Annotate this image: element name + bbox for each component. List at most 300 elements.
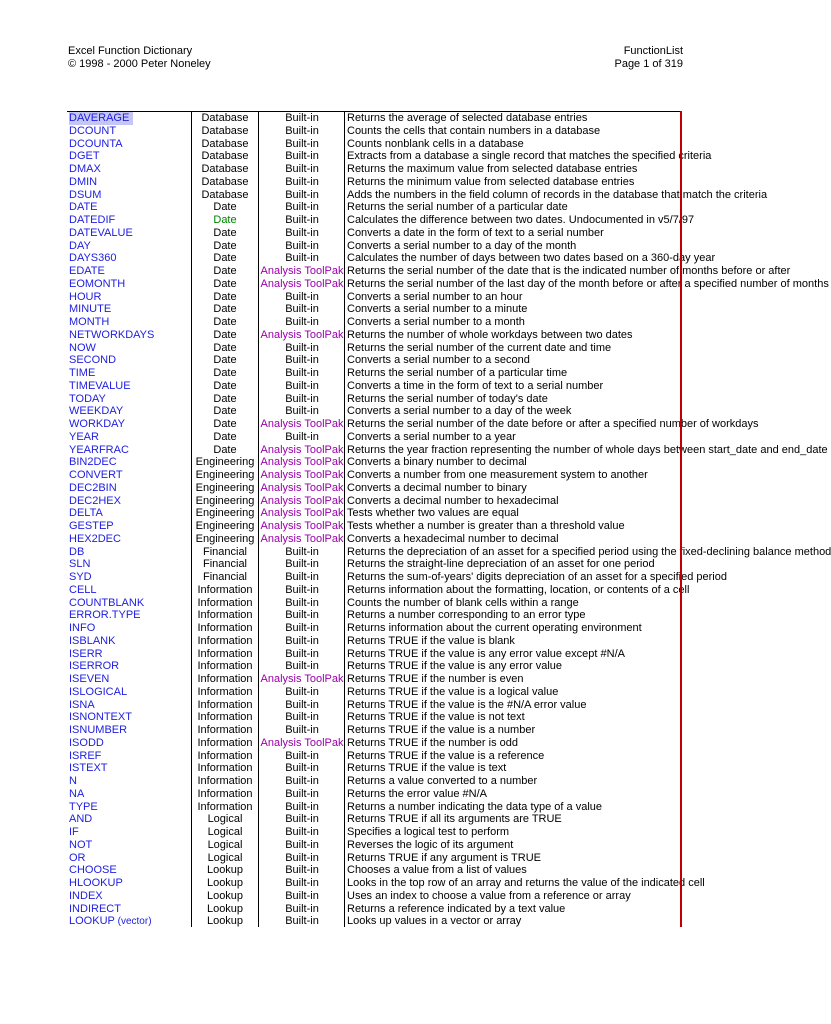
function-description: Calculates the number of days between two dates based on a 360-day year — [347, 252, 716, 265]
function-source: Built-in — [285, 622, 319, 634]
table-row — [67, 903, 681, 916]
function-source: Built-in — [285, 889, 319, 902]
function-source: Built-in — [285, 915, 319, 928]
function-source: Built-in — [285, 877, 319, 889]
function-category: Logical — [207, 826, 243, 838]
table-row — [67, 839, 681, 852]
function-name-text: MINUTE — [69, 303, 112, 316]
table-row — [67, 252, 716, 265]
function-description: Converts a serial number to a month — [347, 316, 525, 328]
function-description: Counts nonblank cells in a database — [347, 137, 524, 150]
function-category: Date — [213, 405, 237, 418]
function-name-text: DELTA — [69, 507, 103, 520]
function-description: Converts a date in the form of text to a serial number — [347, 226, 604, 239]
function-name-text: ISNA — [69, 698, 95, 711]
function-category: Lookup — [206, 864, 244, 877]
function-source: Built-in — [285, 341, 319, 354]
function-name — [69, 201, 193, 214]
function-description: Returns a number indicating the data type of a value — [347, 800, 602, 813]
column-divider-category — [258, 111, 259, 927]
function-name-text: HLOOKUP — [69, 877, 123, 889]
function-name — [69, 252, 193, 265]
function-source: Analysis ToolPak — [260, 673, 344, 685]
table-row — [67, 176, 681, 189]
table-row — [67, 864, 681, 877]
function-name-text: NOW — [69, 341, 96, 354]
function-category: Date — [213, 443, 237, 456]
function-name-text: CELL — [69, 583, 97, 596]
column-divider-type — [344, 111, 345, 927]
table-row — [67, 852, 681, 865]
function-name-text: DATEVALUE — [69, 226, 133, 239]
function-description: Converts a number from one measurement system to another — [347, 469, 648, 481]
function-source: Built-in — [285, 596, 319, 609]
table-row — [67, 673, 681, 686]
function-description: Converts a hexadecimal number to decimal — [347, 532, 559, 545]
function-name — [69, 648, 193, 661]
function-source: Built-in — [285, 124, 319, 137]
table-row — [67, 112, 681, 125]
function-name — [69, 278, 193, 291]
function-description: Returns the straight-line depreciation of an asset for one period — [347, 558, 655, 571]
function-name — [69, 138, 193, 151]
function-description: Converts a serial number to a day of the week — [347, 405, 572, 418]
function-category: Date — [213, 354, 237, 367]
function-name — [69, 711, 193, 724]
function-name — [69, 418, 193, 431]
function-category: Information — [197, 622, 253, 634]
function-source: Built-in — [285, 558, 319, 571]
function-name — [69, 737, 193, 750]
function-category: Logical — [207, 838, 243, 851]
function-category: Database — [201, 163, 249, 175]
function-category: Date — [213, 328, 237, 341]
function-source: Built-in — [285, 762, 319, 775]
table-row — [67, 826, 681, 839]
function-description: Returns the error value #N/A — [347, 787, 488, 800]
function-name-text: YEARFRAC — [69, 443, 129, 456]
function-description: Returns the minimum value from selected database entries — [347, 175, 635, 188]
function-name-text: ISERR — [69, 647, 103, 660]
function-name-text: TODAY — [69, 392, 106, 405]
function-name-text: SYD — [69, 571, 92, 583]
table-row — [67, 724, 681, 737]
function-category: Information — [197, 711, 253, 724]
table-row — [67, 443, 828, 457]
table-row — [67, 609, 681, 622]
function-category: Database — [201, 112, 249, 124]
table-row — [67, 788, 681, 801]
table-row — [67, 520, 681, 533]
function-name — [69, 303, 193, 316]
function-source: Analysis ToolPak — [260, 328, 344, 341]
function-source: Built-in — [285, 685, 319, 698]
function-name — [69, 597, 193, 610]
table-row — [67, 583, 690, 597]
function-description: Returns TRUE if the value is any error value — [347, 660, 562, 673]
function-source: Analysis ToolPak — [260, 507, 344, 520]
function-description: Uses an index to choose a value from a reference or array — [347, 889, 631, 902]
function-name-text: ISNONTEXT — [69, 711, 132, 724]
function-category: Information — [197, 685, 253, 698]
page-number: Page 1 of 319 — [614, 58, 683, 70]
table-row — [67, 469, 681, 482]
table-row — [67, 507, 681, 520]
function-name-text: GESTEP — [69, 520, 114, 532]
function-description: Converts a time in the form of text to a serial number — [347, 379, 604, 392]
table-row — [67, 877, 705, 890]
table-row — [67, 316, 681, 329]
function-description: Returns the serial number of today's date — [347, 392, 548, 405]
function-description: Looks in the top row of an array and returns the value of the indicated cell — [347, 877, 705, 889]
function-category: Date — [213, 290, 237, 303]
function-source: Built-in — [285, 698, 319, 711]
function-name-text: ISEVEN — [69, 673, 110, 685]
function-source: Built-in — [285, 163, 319, 175]
function-source: Built-in — [285, 724, 319, 736]
table-row — [67, 915, 681, 928]
function-category: Database — [201, 175, 249, 188]
function-source: Built-in — [285, 838, 319, 851]
table-row — [67, 265, 791, 278]
function-name — [69, 775, 193, 788]
function-category: Information — [197, 698, 253, 711]
function-name-text: YEAR — [69, 430, 99, 443]
function-description: Returns the sum-of-years' digits depreciation of an asset for a specified period — [347, 571, 727, 583]
function-name-text: OR — [69, 851, 86, 864]
function-category: Information — [197, 583, 253, 596]
function-description: Returns the serial number of a particular time — [347, 367, 568, 379]
function-name-text: SECOND — [69, 354, 117, 367]
copyright-line: © 1998 - 2000 Peter Noneley — [68, 58, 211, 70]
function-source: Built-in — [285, 112, 319, 124]
function-description: Counts the number of blank cells within a range — [347, 596, 579, 609]
function-name-text: NETWORKDAYS — [69, 328, 155, 341]
function-description: Returns TRUE if the value is any error value except #N/A — [347, 647, 625, 660]
function-source: Built-in — [285, 749, 319, 762]
function-name — [69, 622, 193, 635]
function-description: Converts a serial number to a year — [347, 430, 516, 443]
function-description: Returns information about the current operating environment — [347, 622, 642, 634]
function-name — [69, 189, 193, 202]
function-name-text: EDATE — [69, 265, 105, 277]
function-name-text: DAY — [69, 239, 91, 252]
table-row — [67, 431, 681, 444]
table-row — [67, 495, 681, 508]
table-row — [67, 597, 681, 610]
function-category: Date — [213, 252, 237, 265]
function-category: Date — [213, 367, 237, 379]
function-name-text: LOOKUP — [69, 915, 115, 928]
function-category: Lookup — [206, 889, 244, 902]
function-description: Returns a number corresponding to an error type — [347, 609, 586, 622]
function-description: Returns TRUE if all its arguments are TRUE — [347, 813, 562, 826]
function-description: Returns TRUE if the value is not text — [347, 711, 525, 724]
table-row — [67, 277, 829, 291]
table-row — [67, 393, 681, 406]
table-row — [67, 354, 681, 367]
function-category: Information — [197, 660, 253, 673]
function-name-text: ISREF — [69, 749, 102, 762]
function-category: Financial — [202, 558, 248, 571]
function-source: Built-in — [285, 354, 319, 367]
function-description: Returns TRUE if the value is a number — [347, 724, 536, 736]
table-row — [67, 456, 681, 469]
function-name-text: WEEKDAY — [69, 405, 124, 418]
function-name-text: DEC2HEX — [69, 494, 121, 507]
function-description: Returns TRUE if the number is odd — [347, 736, 518, 749]
function-name-text: ISODD — [69, 736, 104, 749]
function-name-text: INFO — [69, 622, 96, 634]
function-description: Returns the serial number of the current date and time — [347, 341, 612, 354]
function-name-text: ISNUMBER — [69, 724, 128, 736]
function-name-suffix: (vector) — [114, 916, 152, 928]
function-category: Information — [197, 736, 253, 749]
function-category: Date — [213, 303, 237, 316]
function-description: Returns the serial number of the date that is the indicated number of months before or after — [347, 265, 791, 277]
function-category: Engineering — [195, 469, 255, 481]
table-row — [67, 737, 681, 750]
table-row — [67, 533, 681, 546]
function-category: Date — [213, 226, 237, 239]
table-row — [67, 418, 759, 431]
function-name-text: DGET — [69, 150, 100, 163]
function-name-text: ISERROR — [69, 660, 120, 673]
function-name — [69, 826, 193, 839]
function-name — [69, 877, 193, 890]
function-category: Engineering — [195, 481, 255, 494]
table-row — [67, 622, 681, 635]
function-name — [69, 750, 193, 763]
table-row — [67, 750, 681, 763]
function-description: Returns TRUE if the value is text — [347, 762, 507, 775]
function-name-text: HEX2DEC — [69, 532, 121, 545]
function-name — [69, 801, 193, 814]
function-name — [69, 546, 193, 559]
function-name-text: ERROR.TYPE — [69, 609, 141, 622]
function-category: Information — [197, 762, 253, 775]
function-name — [69, 265, 193, 278]
function-description: Converts a serial number to an hour — [347, 290, 523, 303]
function-description: Returns the serial number of the date before or after a specified number of workdays — [347, 418, 759, 430]
function-category: Lookup — [206, 902, 244, 915]
function-source: Built-in — [285, 851, 319, 864]
function-source: Built-in — [285, 303, 319, 316]
function-category: Engineering — [195, 520, 255, 532]
function-category: Database — [201, 150, 249, 163]
function-description: Tests whether two values are equal — [347, 507, 519, 520]
sheet-name: FunctionList — [623, 45, 683, 57]
function-source: Built-in — [285, 800, 319, 813]
function-name — [69, 214, 193, 227]
function-source: Built-in — [285, 137, 319, 150]
function-source: Analysis ToolPak — [260, 469, 344, 481]
table-row — [67, 558, 681, 571]
function-description: Extracts from a database a single record that matches the specified criteria — [347, 150, 712, 163]
function-name-text: DB — [69, 545, 85, 558]
function-name-text: CONVERT — [69, 469, 123, 481]
function-description: Returns TRUE if any argument is TRUE — [347, 851, 541, 864]
function-name — [69, 520, 193, 533]
function-name-text: COUNTBLANK — [69, 596, 145, 609]
function-category: Date — [213, 418, 237, 430]
table-row — [67, 125, 681, 138]
table-row — [67, 686, 681, 699]
function-name-text: MONTH — [69, 316, 110, 328]
function-name-text: DCOUNTA — [69, 137, 123, 150]
function-description: Returns a value converted to a number — [347, 775, 538, 787]
function-name — [69, 482, 193, 495]
function-name-text: IF — [69, 826, 79, 838]
function-name-text: DMIN — [69, 175, 98, 188]
function-name — [69, 915, 193, 928]
function-source: Analysis ToolPak — [260, 736, 344, 749]
function-name — [69, 469, 193, 482]
column-divider-name — [191, 111, 192, 927]
function-name-text: DAVERAGE — [69, 112, 133, 125]
table-row — [67, 545, 831, 559]
function-source: Built-in — [285, 609, 319, 622]
function-category: Information — [197, 673, 253, 685]
function-name-text: DMAX — [69, 163, 101, 175]
function-source: Built-in — [285, 775, 319, 787]
function-name-text: NOT — [69, 838, 93, 851]
function-description: Looks up values in a vector or array — [347, 915, 522, 928]
function-name — [69, 380, 193, 393]
function-source: Built-in — [285, 379, 319, 392]
document-title: Excel Function Dictionary — [68, 45, 193, 57]
table-row — [67, 329, 681, 342]
document-header-right — [614, 45, 683, 71]
function-name — [69, 163, 193, 176]
function-category: Information — [197, 724, 253, 736]
function-name-text: DEC2BIN — [69, 481, 117, 494]
function-category: Financial — [202, 571, 248, 583]
function-description: Returns TRUE if the value is the #N/A error value — [347, 698, 587, 711]
function-category: Date — [213, 201, 237, 214]
function-source: Built-in — [285, 316, 319, 328]
table-row — [67, 775, 681, 788]
table-row — [67, 291, 681, 304]
function-description: Specifies a logical test to perform — [347, 826, 510, 838]
function-name-text: ISLOGICAL — [69, 685, 128, 698]
function-name-text: HOUR — [69, 290, 102, 303]
function-name-text: NA — [69, 787, 85, 800]
function-description: Returns TRUE if the number is even — [347, 673, 524, 685]
function-name-text: DSUM — [69, 188, 102, 201]
function-category: Database — [201, 124, 249, 137]
function-name-text: TYPE — [69, 800, 98, 813]
function-category: Information — [197, 609, 253, 622]
table-row — [67, 367, 681, 380]
function-name — [69, 240, 193, 253]
function-description: Converts a decimal number to binary — [347, 481, 527, 494]
function-category: Logical — [207, 813, 243, 826]
function-name-text: ISBLANK — [69, 634, 116, 647]
table-row — [67, 214, 695, 227]
table-row — [67, 660, 681, 673]
function-name — [69, 150, 193, 163]
function-description: Converts a serial number to a day of the month — [347, 239, 577, 252]
function-name — [69, 456, 193, 469]
function-source: Built-in — [285, 239, 319, 252]
function-category: Engineering — [195, 532, 255, 545]
function-source: Analysis ToolPak — [260, 456, 344, 469]
function-name — [69, 788, 193, 801]
function-source: Built-in — [285, 583, 319, 596]
function-name — [69, 813, 193, 826]
function-category: Date — [213, 316, 237, 328]
function-name — [69, 342, 193, 355]
table-right-border — [680, 111, 682, 927]
table-row — [67, 150, 712, 163]
function-name — [69, 444, 193, 457]
table-row — [67, 635, 681, 648]
table-row — [67, 699, 681, 712]
function-source: Built-in — [285, 634, 319, 647]
function-source: Analysis ToolPak — [260, 481, 344, 494]
function-name — [69, 673, 193, 686]
function-name-text: DATEDIF — [69, 214, 116, 226]
function-category: Date — [213, 277, 237, 290]
function-name — [69, 291, 193, 304]
function-category: Database — [201, 188, 249, 201]
function-name — [69, 609, 193, 622]
function-source: Analysis ToolPak — [260, 443, 344, 456]
function-description: Returns information about the formatting, location, or contents of a cell — [347, 583, 690, 596]
function-category: Date — [213, 392, 237, 405]
table-row — [67, 813, 681, 826]
function-category: Information — [197, 787, 253, 800]
function-source: Built-in — [285, 150, 319, 163]
function-name — [69, 227, 193, 240]
function-name — [69, 431, 193, 444]
function-name-text: BIN2DEC — [69, 456, 117, 469]
table-row — [67, 303, 681, 316]
function-source: Built-in — [285, 252, 319, 265]
function-source: Built-in — [285, 367, 319, 379]
function-name — [69, 839, 193, 852]
function-description: Returns a reference indicated by a text value — [347, 902, 566, 915]
function-name — [69, 558, 193, 571]
table-row — [67, 163, 681, 176]
function-name — [69, 635, 193, 648]
function-source: Built-in — [285, 864, 319, 877]
function-category: Information — [197, 800, 253, 813]
function-description: Calculates the difference between two dates. Undocumented in v5/7/97 — [347, 214, 695, 226]
function-category: Information — [197, 596, 253, 609]
function-description: Adds the numbers in the field column of records in the database that match the criteria — [347, 188, 768, 201]
function-name-text: SLN — [69, 558, 91, 571]
function-source: Analysis ToolPak — [260, 532, 344, 545]
function-name-text: CHOOSE — [69, 864, 117, 877]
table-row — [67, 342, 681, 355]
table-row — [67, 890, 681, 903]
function-source: Analysis ToolPak — [260, 418, 344, 430]
function-source: Built-in — [285, 290, 319, 303]
function-category: Engineering — [195, 507, 255, 520]
function-description: Converts a serial number to a second — [347, 354, 530, 367]
function-category: Date — [213, 430, 237, 443]
function-category: Lookup — [206, 877, 244, 889]
function-name-text: AND — [69, 813, 93, 826]
function-name-text: INDEX — [69, 889, 103, 902]
function-description: Returns the year fraction representing the number of whole days between start_date and end_date — [347, 443, 828, 456]
function-category: Information — [197, 775, 253, 787]
function-category: Financial — [202, 545, 248, 558]
function-description: Reverses the logic of its argument — [347, 838, 514, 851]
function-description: Returns the serial number of a particular date — [347, 201, 568, 214]
